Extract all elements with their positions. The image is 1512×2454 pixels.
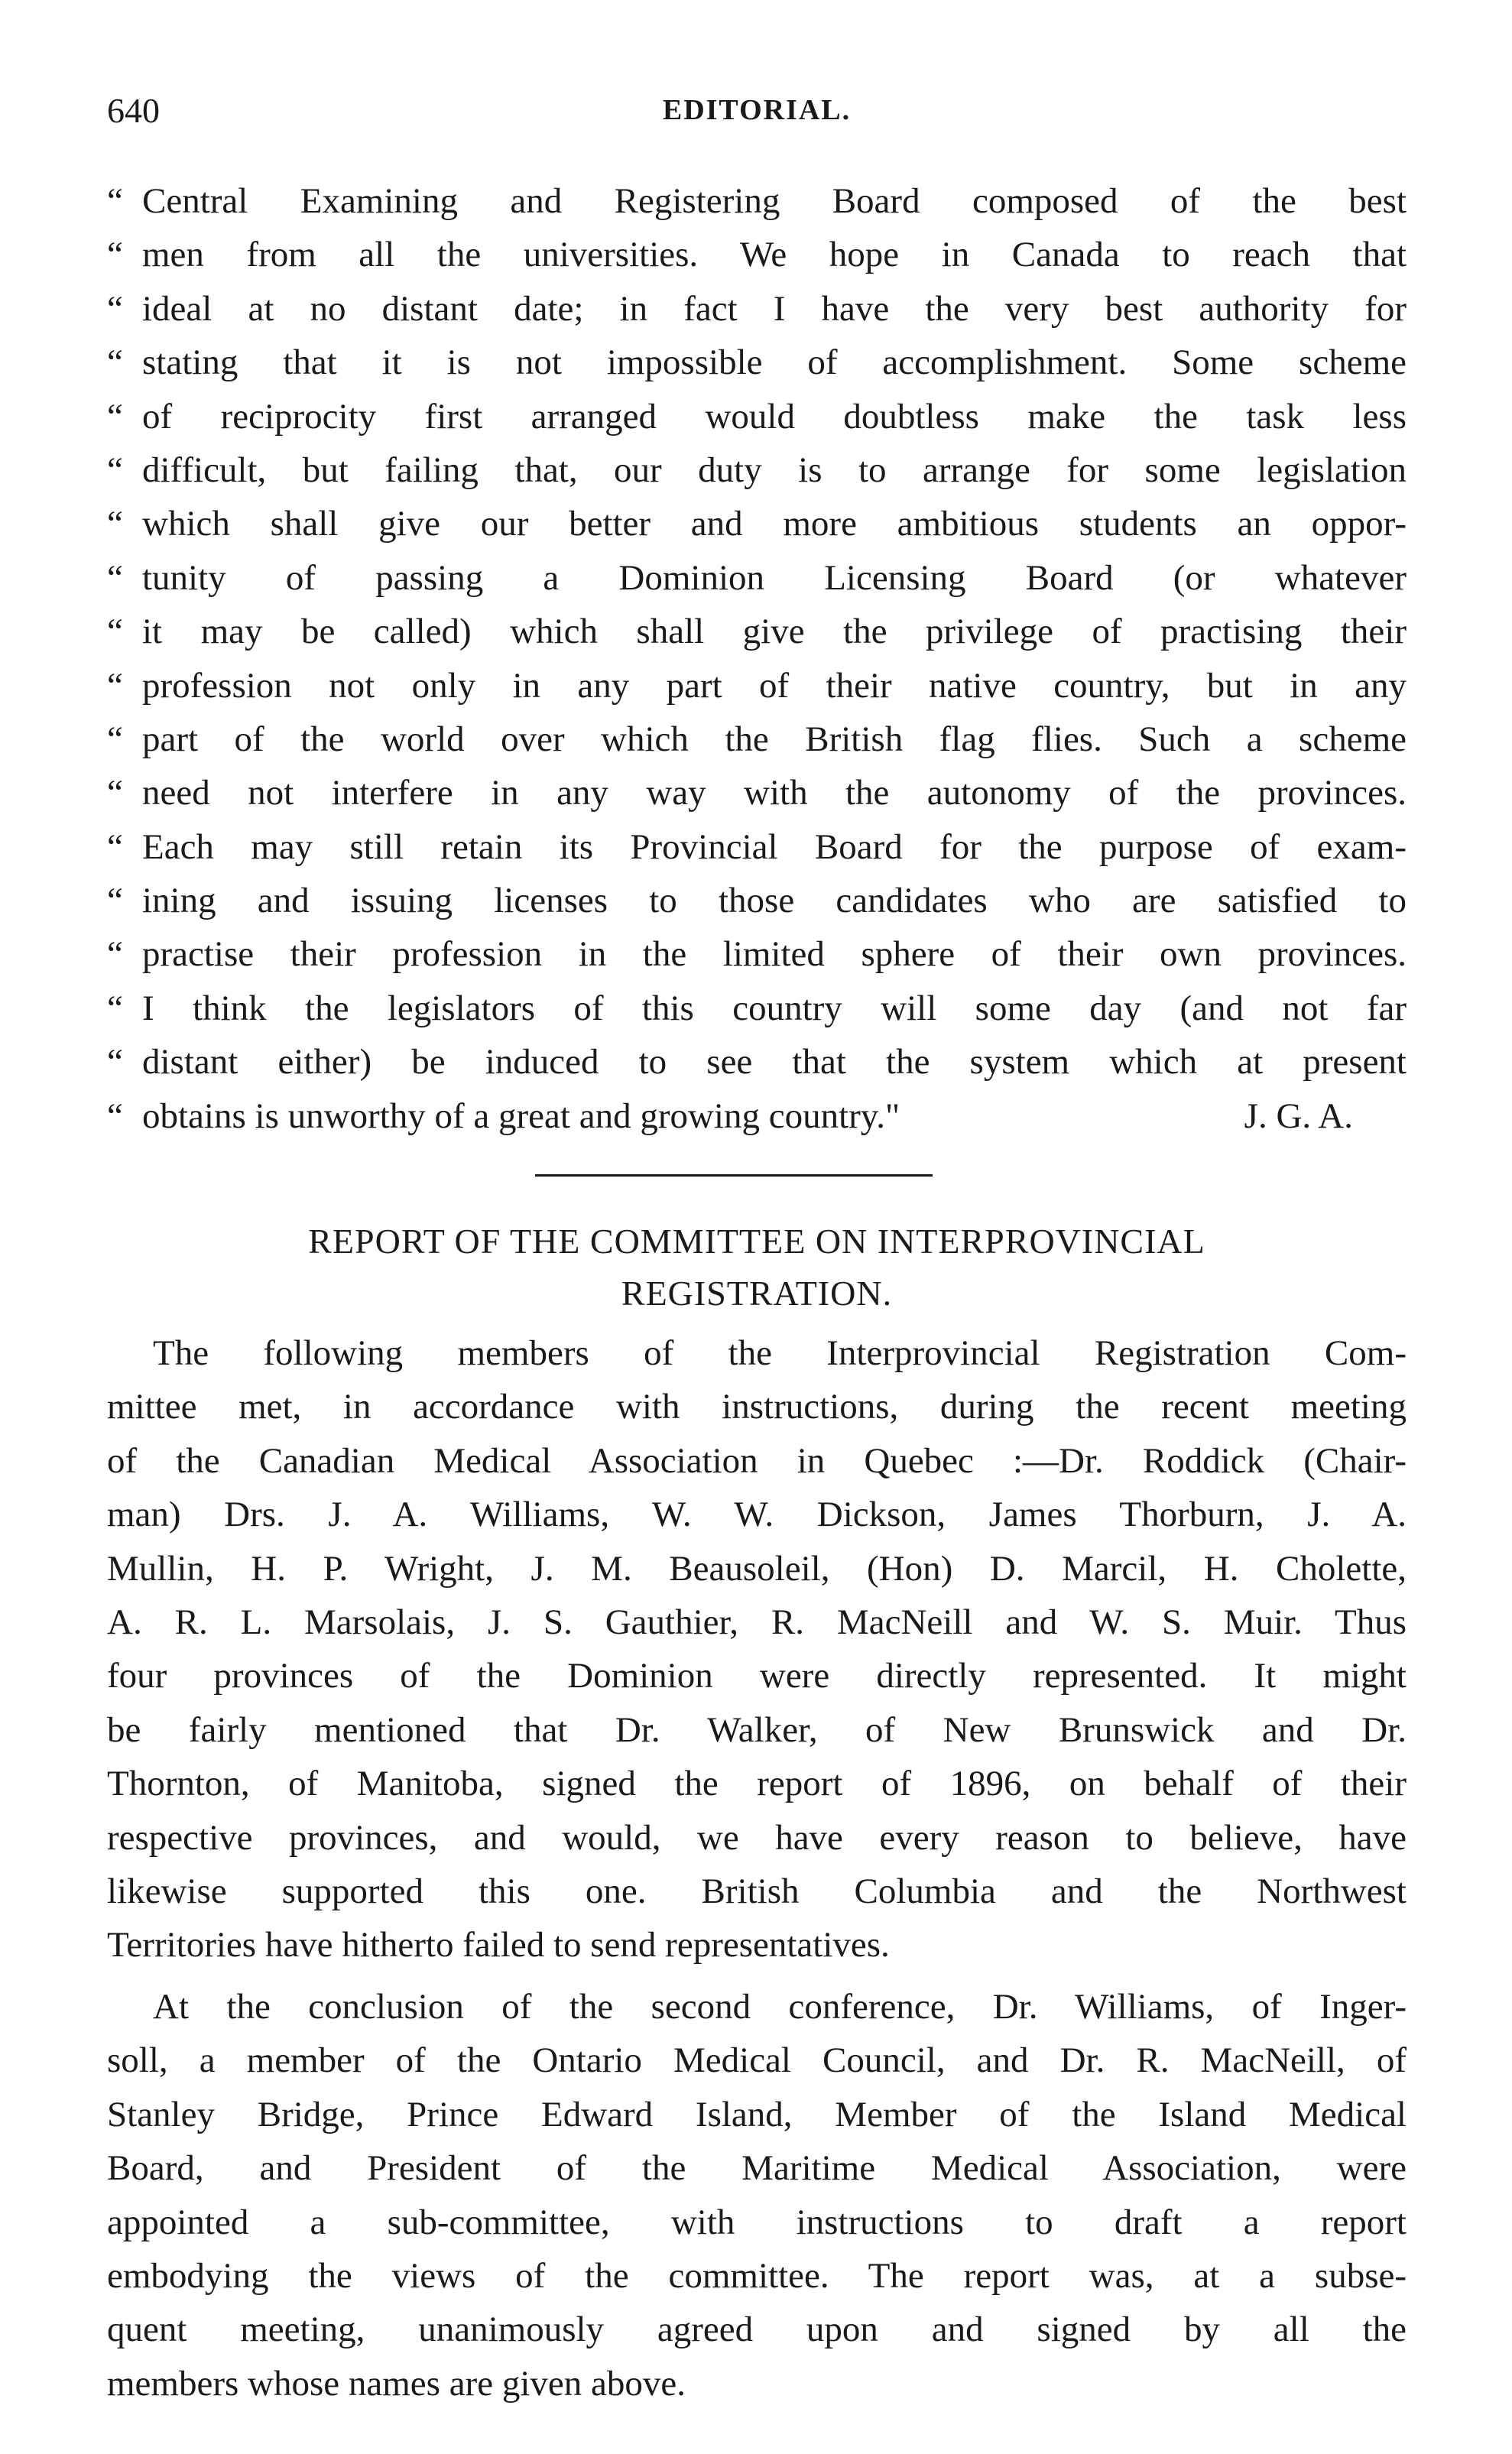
section-divider xyxy=(535,1174,933,1177)
section-title-line-2: REGISTRATION. xyxy=(621,1274,893,1313)
quote-line-text: stating that it is not impossible of accomplishment. Some scheme xyxy=(142,342,1407,383)
quote-line xyxy=(107,336,1407,389)
quote-line xyxy=(107,713,1407,766)
quote-line xyxy=(107,390,1407,443)
quote-line xyxy=(107,982,1407,1035)
paragraph-line: of the Canadian Medical Association in Quebec :—Dr. Roddick (Chair- xyxy=(107,1440,1407,1481)
paragraph-line: mittee met, in accordance with instructions, during the recent meeting xyxy=(107,1387,1407,1427)
paragraph-line: likewise supported this one. British Columbia and the Northwest xyxy=(107,1871,1407,1911)
quote-line xyxy=(107,174,1407,228)
section-title-line-1: REPORT OF THE COMMITTEE ON INTERPROVINCIAL xyxy=(308,1222,1205,1261)
quote-mark: “ xyxy=(107,1096,123,1136)
paragraph-line: appointed a sub-committee, with instructions to draft a report xyxy=(107,2202,1407,2242)
quote-line xyxy=(107,282,1407,336)
quote-line xyxy=(107,605,1407,658)
paragraph-line: quent meeting, unanimously agreed upon and signed by all the xyxy=(107,2310,1407,2350)
quote-mark: “ xyxy=(107,773,123,813)
paragraph-line: embodying the views of the committee. The report was, at a subse- xyxy=(107,2255,1407,2296)
quote-signature: J. G. A. xyxy=(1244,1096,1353,1136)
quote-line-text: ideal at no distant date; in fact I have the very best authority for xyxy=(142,288,1407,329)
section-title xyxy=(107,1216,1407,1320)
paragraph-line: Territories have hitherto failed to send representatives. xyxy=(107,1925,890,1965)
paragraph-line: At the conclusion of the second conference, Dr. Williams, of Inger- xyxy=(153,1987,1407,2027)
paragraph-line: Stanley Bridge, Prince Edward Island, Member of the Island Medical xyxy=(107,2094,1407,2134)
quote-mark: “ xyxy=(107,342,123,383)
page-number: 640 xyxy=(107,91,160,130)
quote-line-text: Central Examining and Registering Board composed of the best xyxy=(142,181,1407,221)
quote-line-text: profession not only in any part of their native country, but in any xyxy=(142,665,1407,706)
quote-line-text: of reciprocity first arranged would doubtless make the task less xyxy=(142,396,1407,437)
paragraph-line: Mullin, H. P. Wright, J. M. Beausoleil, (Hon) D. Marcil, H. Cholette, xyxy=(107,1548,1407,1589)
quote-line xyxy=(107,820,1407,874)
quote-line xyxy=(107,874,1407,927)
quote-mark: “ xyxy=(107,612,123,652)
quote-mark: “ xyxy=(107,719,123,759)
quote-line-text: part of the world over which the British flag flies. Such a scheme xyxy=(142,719,1407,759)
quotation-block xyxy=(107,174,1407,1143)
quote-line-text: distant either) be induced to see that the system which at present xyxy=(142,1042,1407,1083)
report-paragraph-2 xyxy=(107,1980,1407,2410)
quote-line xyxy=(107,1089,1407,1143)
paragraph-line: The following members of the Interprovincial Registration Com- xyxy=(153,1333,1407,1373)
quote-line-text: need not interfere in any way with the autonomy of the provinces. xyxy=(142,773,1407,813)
quote-line xyxy=(107,228,1407,281)
paragraph-line: Thornton, of Manitoba, signed the report of 1896, on behalf of their xyxy=(107,1764,1407,1804)
quote-line-text: men from all the universities. We hope in Canada to reach that xyxy=(142,235,1407,275)
quote-mark: “ xyxy=(107,396,123,437)
paragraph-line: be fairly mentioned that Dr. Walker, of New Brunswick and Dr. xyxy=(107,1709,1407,1750)
page-header xyxy=(107,90,1407,136)
quote-mark: “ xyxy=(107,557,123,598)
quote-line-text: which shall give our better and more ambitious students an oppor- xyxy=(142,504,1407,544)
quote-line xyxy=(107,927,1407,981)
quote-line-text: difficult, but failing that, our duty is to arrange for some legislation xyxy=(142,450,1407,490)
quote-line-text: tunity of passing a Dominion Licensing Board (or whatever xyxy=(142,557,1407,598)
quote-line xyxy=(107,443,1407,497)
running-head: EDITORIAL. xyxy=(662,94,852,126)
paragraph-line: A. R. L. Marsolais, J. S. Gauthier, R. MacNeill and W. S. Muir. Thus xyxy=(107,1602,1407,1642)
report-paragraph-1 xyxy=(107,1326,1407,1972)
paragraph-line: man) Drs. J. A. Williams, W. W. Dickson, James Thorburn, J. A. xyxy=(107,1495,1407,1535)
quote-mark: “ xyxy=(107,881,123,921)
paragraph-line: soll, a member of the Ontario Medical Council, and Dr. R. MacNeill, of xyxy=(107,2040,1407,2081)
quote-mark: “ xyxy=(107,826,123,867)
quote-line-text: Each may still retain its Provincial Board for the purpose of exam- xyxy=(142,826,1407,867)
quote-mark: “ xyxy=(107,181,123,221)
quote-line-text: it may be called) which shall give the privilege of practising their xyxy=(142,612,1407,652)
quote-line-text: practise their profession in the limited sphere of their own provinces. xyxy=(142,934,1407,975)
paragraph-line: Board, and President of the Maritime Medical Association, were xyxy=(107,2148,1407,2189)
quote-mark: “ xyxy=(107,988,123,1028)
quote-mark: “ xyxy=(107,288,123,329)
paragraph-line: respective provinces, and would, we have every reason to believe, have xyxy=(107,1817,1407,1858)
paragraph-line: members whose names are given above. xyxy=(107,2363,686,2404)
quote-line xyxy=(107,497,1407,550)
quote-mark: “ xyxy=(107,235,123,275)
quote-line xyxy=(107,766,1407,820)
quote-mark: “ xyxy=(107,1042,123,1083)
quote-line xyxy=(107,551,1407,605)
quote-mark: “ xyxy=(107,450,123,490)
quote-mark: “ xyxy=(107,665,123,706)
quote-line-text: I think the legislators of this country will some day (and not far xyxy=(142,988,1407,1028)
quote-line xyxy=(107,1035,1407,1089)
quote-line-text: ining and issuing licenses to those candidates who are satisfied to xyxy=(142,881,1407,921)
quote-mark: “ xyxy=(107,934,123,975)
quote-line-text: obtains is unworthy of a great and growing country." xyxy=(142,1096,900,1136)
paragraph-line: four provinces of the Dominion were directly represented. It might xyxy=(107,1656,1407,1696)
quote-line xyxy=(107,659,1407,713)
quote-mark: “ xyxy=(107,504,123,544)
